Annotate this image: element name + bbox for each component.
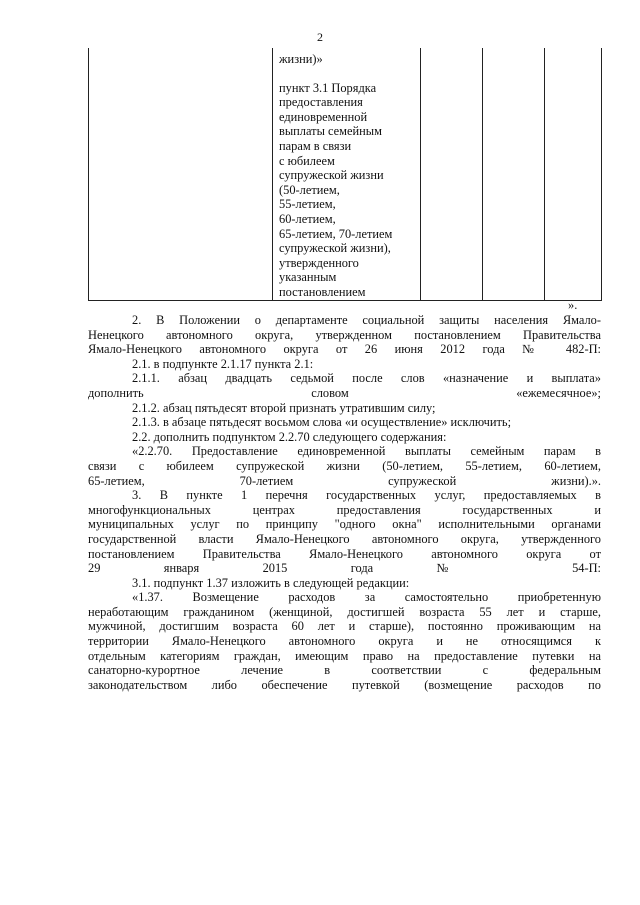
cell-line: единовременной — [279, 109, 368, 124]
paragraph-3-1 — [88, 576, 601, 591]
line: мужчиной, достигшим возраста 60 лет и старше), постоянно проживающим на — [88, 619, 601, 634]
table-column-divider — [544, 48, 545, 300]
line: муниципальных услуг по принципу "одного окна" исполнительными органами — [88, 517, 601, 532]
paragraph-2 — [88, 313, 601, 357]
cell-line: 60-летием, — [279, 211, 336, 226]
cell-line: жизни)» — [279, 52, 323, 66]
cell-line: предоставления — [279, 95, 363, 110]
closing-quote-mark: ». — [568, 298, 578, 312]
cell-line: с юбилеем — [279, 153, 335, 168]
cell-line: парам в связи — [279, 138, 352, 153]
cell-line: указанным — [279, 270, 337, 285]
line: постановлением Правительства Ямало-Ненецкого автономного округа от — [88, 546, 601, 561]
line: санаторно-курортное лечение в соответствии с федеральным — [88, 663, 601, 678]
paragraph-1-37 — [88, 590, 601, 692]
cell-line: постановлением — [279, 284, 366, 299]
line: 3.1. подпункт 1.37 изложить в следующей редакции: — [132, 575, 410, 590]
cell-line: 65-летием, 70-летием — [279, 226, 393, 241]
line: законодательством либо обеспечение путевкой (возмещение расходов по — [88, 677, 601, 692]
cell-line: утвержденного — [279, 255, 359, 270]
line: дополнить словом «ежемесячное»; — [88, 385, 601, 400]
paragraph-2-2-70 — [88, 444, 601, 488]
line: отдельным категориям граждан, имеющим право на предоставление путевки на — [88, 648, 601, 663]
line: «1.37. Возмещение расходов за самостоятельно приобретенную — [132, 590, 601, 605]
paragraph-2-1-1 — [88, 371, 601, 400]
page-number: 2 — [317, 30, 323, 44]
cell-line: (50-летием, — [279, 182, 340, 197]
line: Ненецкого автономного округа, утвержденном постановлением Правительства — [88, 327, 601, 342]
cell-line: супружеской жизни), — [279, 241, 391, 256]
table-column-divider — [272, 48, 273, 300]
cell-line: супружеской жизни — [279, 168, 384, 183]
paragraph-2-1 — [88, 357, 601, 372]
line: 2.1.3. в абзаце пятьдесят восьмом слова «и осуществление» исключить; — [132, 415, 512, 430]
table-cell-text — [279, 52, 429, 300]
line: 3. В пункте 1 перечня государственных услуг, предоставляемых в — [132, 488, 601, 503]
paragraph-2-1-3 — [88, 415, 601, 430]
line: 2.2. дополнить подпунктом 2.2.70 следующего содержания: — [132, 429, 447, 444]
line: 2.1. в подпункте 2.1.17 пункта 2.1: — [132, 356, 314, 371]
document-body — [88, 313, 601, 692]
table-fragment — [88, 48, 602, 301]
cell-line: выплаты семейным — [279, 124, 382, 139]
cell-line: пункт 3.1 Порядка — [279, 80, 377, 95]
line: 65-летием, 70-летием супружеской жизни).». — [88, 473, 601, 488]
line: 2.1.1. абзац двадцать седьмой после слов «назначение и выплата» — [132, 371, 601, 386]
line: 29 января 2015 года № 54-П: — [88, 561, 601, 576]
line: государственной власти Ямало-Ненецкого автономного округа, утвержденного — [88, 531, 601, 546]
line: 2.1.2. абзац пятьдесят второй признать утратившим силу; — [132, 400, 436, 415]
line: Ямало-Ненецкого автономного округа от 26 июня 2012 года № 482-П: — [88, 342, 601, 357]
line: неработающим гражданином (женщиной, достигшей возраста 55 лет и старше, — [88, 604, 601, 619]
line: многофункциональных центрах предоставления государственных и — [88, 502, 601, 517]
paragraph-2-1-2 — [88, 401, 601, 416]
table-column-divider — [482, 48, 483, 300]
line: «2.2.70. Предоставление единовременной выплаты семейным парам в — [132, 444, 601, 459]
paragraph-3 — [88, 488, 601, 576]
line: 2. В Положении о департаменте социальной защиты населения Ямало- — [132, 313, 601, 327]
line: связи с юбилеем супружеской жизни (50-летием, 55-летием, 60-летием, — [88, 458, 601, 473]
cell-line: 55-летием, — [279, 197, 336, 212]
paragraph-2-2 — [88, 430, 601, 445]
line: территории Ямало-Ненецкого автономного округа и не относящимся к — [88, 634, 601, 649]
